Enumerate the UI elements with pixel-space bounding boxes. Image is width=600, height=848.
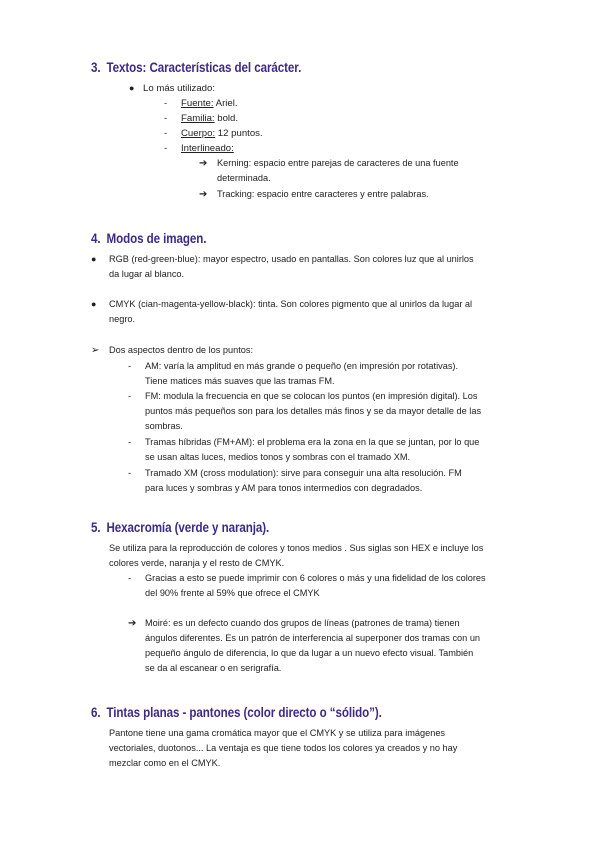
- list-item: Interlineado:: [181, 143, 234, 154]
- dash-icon: -: [128, 437, 132, 448]
- section-4-number: 4.: [91, 231, 101, 246]
- dash-icon: -: [164, 113, 168, 124]
- arrow-right-icon: ➔: [128, 618, 137, 629]
- dash-icon: -: [128, 468, 132, 479]
- moire-line: pequeño ángulo de diferencia, lo que da lugar a un nuevo efecto visual. También: [145, 648, 474, 658]
- pantone-line: vectoriales, duotonos... La ventaja es que tiene todos los colores ya creados y no hay: [109, 743, 458, 753]
- hexa-item-line: Gracias a esto se puede imprimir con 6 colores o más y una fidelidad de los colores: [145, 573, 486, 583]
- dash-icon: -: [164, 98, 168, 109]
- cmyk-line: negro.: [109, 314, 136, 324]
- list-item: Cuerpo: 12 puntos.: [181, 128, 263, 139]
- dash-icon: -: [128, 361, 132, 372]
- rgb-line: RGB (red-green-blue): mayor espectro, usado en pantallas. Son colores luz que al unirlos: [109, 254, 474, 264]
- bullet-dot-icon: ●: [91, 254, 97, 264]
- aspect-line: AM: varía la amplitud en más grande o pequeño (en impresión por rotativas).: [145, 361, 459, 371]
- section-3-bullet: Lo más utilizado:: [143, 83, 215, 94]
- arrowhead-icon: ➢: [91, 345, 100, 356]
- sub-item-line: determinada.: [217, 173, 271, 183]
- dash-icon: -: [128, 573, 132, 584]
- bullet-dot-icon: ●: [129, 83, 135, 93]
- section-6-heading: [91, 705, 382, 720]
- rgb-line: da lugar al blanco.: [109, 269, 185, 279]
- cmyk-line: CMYK (cian-magenta-yellow-black): tinta. Son colores pigmento que al unirlos da lugar al: [109, 299, 473, 309]
- section-3-title: Textos: Características del carácter.: [106, 60, 302, 75]
- aspect-line: sombras.: [145, 421, 183, 431]
- section-3-number: 3.: [91, 60, 101, 75]
- sub-item-line: Kerning: espacio entre parejas de caracteres de una fuente: [217, 158, 459, 168]
- bullet-dot-icon: ●: [91, 299, 97, 309]
- hexa-item-line: del 90% frente al 59% que ofrece el CMYK: [145, 588, 320, 598]
- section-4-heading: [91, 231, 206, 246]
- dash-icon: -: [164, 143, 168, 154]
- aspect-line: FM: modula la frecuencia en que se colocan los puntos (en impresión digital). Los: [145, 391, 478, 401]
- dash-icon: -: [128, 391, 132, 402]
- aspect-line: para luces y sombras y AM para tonos intermedios con degradados.: [145, 483, 423, 493]
- section-5-heading: [91, 520, 269, 535]
- aspect-line: Tiene matices más suaves que las tramas FM.: [145, 376, 335, 386]
- aspect-line: puntos más pequeños son para los detalles más finos y se da mayor detalle de las: [145, 406, 482, 416]
- pantone-line: Pantone tiene una gama cromática mayor que el CMYK y se utiliza para imágenes: [109, 728, 446, 738]
- aspects-title: Dos aspectos dentro de los puntos:: [109, 345, 254, 355]
- aspect-line: Tramas híbridas (FM+AM): el problema era la zona en la que se juntan, por lo que: [145, 437, 480, 447]
- section-4-title: Modos de imagen.: [106, 231, 207, 246]
- list-item: Fuente: Ariel.: [181, 98, 238, 109]
- section-3-heading: [91, 60, 301, 75]
- arrow-right-icon: ➔: [199, 158, 208, 169]
- section-5-title: Hexacromía (verde y naranja).: [106, 520, 270, 535]
- section-6-number: 6.: [91, 705, 101, 720]
- hexa-intro-line: Se utiliza para la reproducción de colores y tonos medios . Sus siglas son HEX e incluye los: [109, 543, 484, 553]
- section-5-number: 5.: [91, 520, 101, 535]
- moire-line: Moiré: es un defecto cuando dos grupos de líneas (patrones de trama) tienen: [145, 618, 460, 628]
- aspect-line: se usan altas luces, medios tonos y sombras con el tramado XM.: [145, 452, 411, 462]
- hexa-intro-line: colores verde, naranja y el resto de CMYK.: [109, 558, 285, 568]
- dash-icon: -: [164, 128, 168, 139]
- section-6-title: Tintas planas - pantones (color directo o “sólido”).: [106, 705, 382, 720]
- moire-line: ángulos diferentes. Es un patrón de interferencia al superponer dos tramas con un: [145, 633, 481, 643]
- pantone-line: mezclar como en el CMYK.: [109, 758, 221, 768]
- moire-line: se da al escanear o en serigrafía.: [145, 663, 282, 673]
- sub-item-line: Tracking: espacio entre caracteres y entre palabras.: [217, 189, 429, 199]
- aspect-line: Tramado XM (cross modulation): sirve para conseguir una alta resolución. FM: [145, 468, 462, 478]
- list-item: Familia: bold.: [181, 113, 239, 124]
- arrow-right-icon: ➔: [199, 189, 208, 200]
